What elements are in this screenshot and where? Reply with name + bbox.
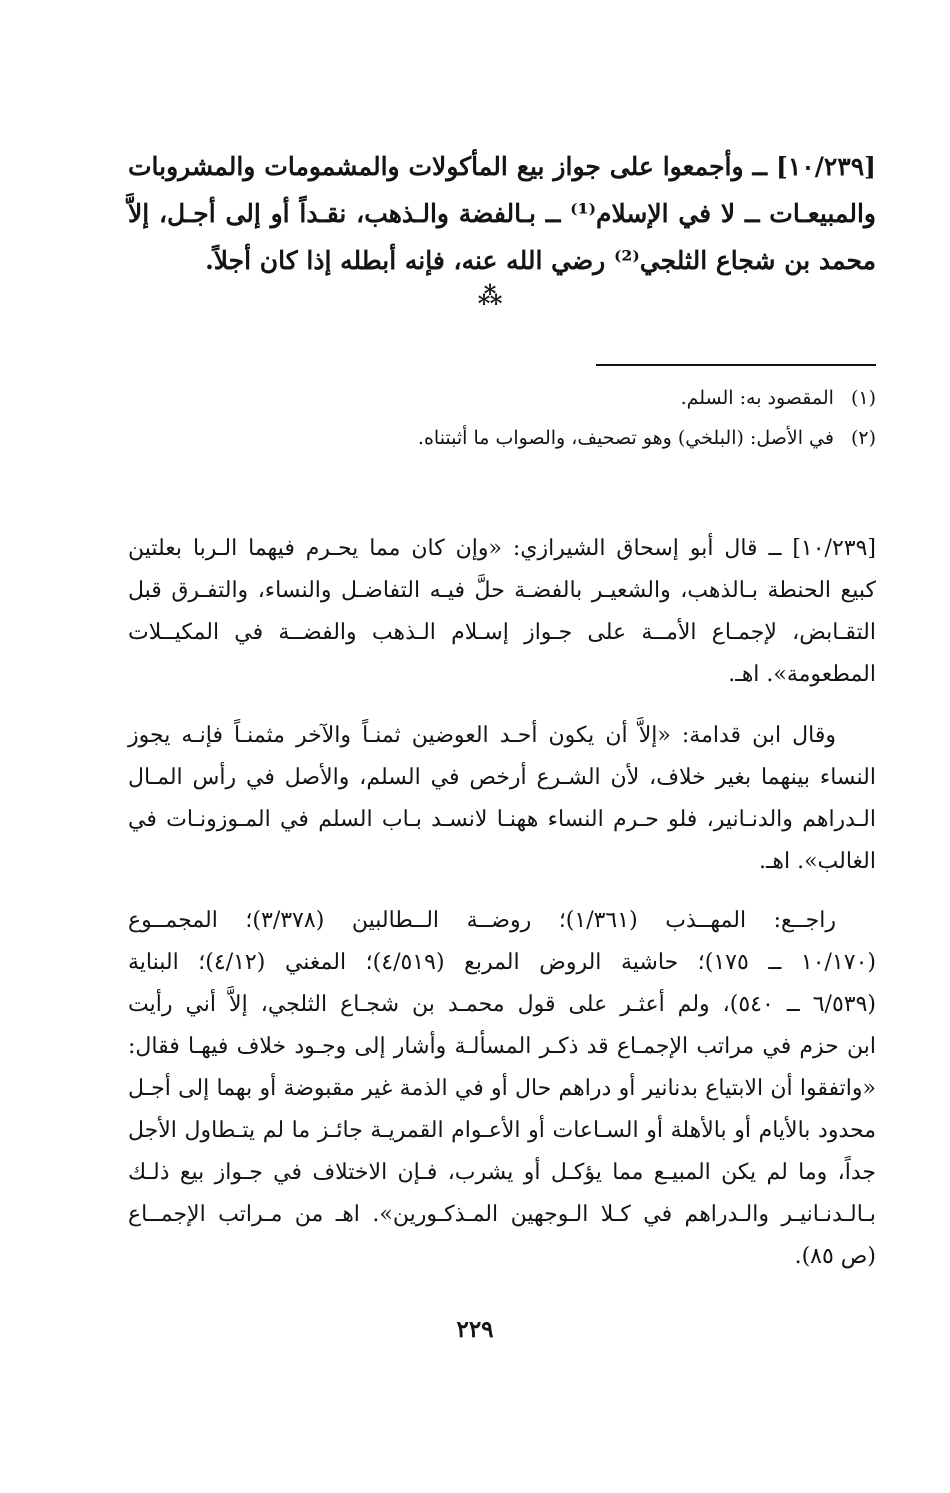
commentary-line: المطعومة». اهـ.: [728, 662, 876, 687]
commentary-line: التقـابض، لإجمـاع الأمــة على جـواز إسـلام الـذهب والفضــة في المكيــلات: [128, 620, 876, 645]
main-entry: [128, 143, 876, 284]
commentary-line: [١٠/٢٣٩] ــ قال أبو إسحاق الشيرازي: «وإن كان مما يحـرم فيهما الـربا بعلتين: [128, 536, 876, 561]
main-entry-line: والمبيعـات ــ لا في الإسلام⁽¹⁾ ــ بـالفضة والـذهب، نقـداً أو إلى أجـل، إلاَّ: [128, 199, 877, 228]
footnote-number: (٢): [850, 427, 876, 449]
commentary-paragraph: [128, 528, 876, 696]
commentary-line: النساء بينهما بغير خلاف، لأن الشـرع أرخص في السلم، والأصل في رأس المـال: [128, 765, 876, 790]
footnote-number: (١): [850, 387, 876, 409]
commentary-line: (١٠/١٧٠ ــ ١٧٥)؛ حاشية الروض المربع (٤/٥١٩)؛ المغني (٤/١٢)؛ البناية: [128, 950, 876, 975]
commentary-line: كبيع الحنطة بـالذهب، والشعيـر بالفضـة حلَّ فيـه التفاضـل والنساء، والتفـرق قبل: [128, 578, 876, 603]
commentary-line: بـالـدنـانيـر والـدراهم في كـلا الـوجهين المـذكـورين». اهـ من مـراتب الإجمــاع: [128, 1202, 876, 1227]
commentary-line: ابن حزم في مراتب الإجمـاع قد ذكـر المسألـة وأشار إلى وجـود خلاف فيهـا فقال:: [128, 1034, 876, 1059]
footnote-item: [128, 418, 876, 458]
commentary-line: وقال ابن قدامة: «إلاَّ أن يكون أحـد العوضين ثمنـاً والآخر مثمنـاً فإنـه يجوز: [128, 723, 836, 748]
commentary-line: جداً، وما لم يكن المبيـع مما يؤكـل أو يشرب، فـإن الاختلاف في جـواز بيع ذلـك: [128, 1160, 876, 1185]
page-number: ٢٢٩: [456, 1316, 494, 1343]
footnotes: [128, 378, 876, 458]
footnote-item: [128, 378, 876, 418]
commentary-line: (٦/٥٣٩ ــ ٥٤٠)، ولم أعثـر على قول محمـد بن شجـاع الثلجي، إلاَّ أني رأيت: [128, 992, 876, 1017]
commentary-line: محدود بالأيام أو بالأهلة أو السـاعات أو الأعـوام القمريـة جائـز ما لم يتـطاول الأجل: [128, 1118, 876, 1143]
commentary-line: الـدراهم والدنـانير، فلو حـرم النساء ههنـا لانسـد بـاب السلم في المـوزونـات في: [128, 807, 876, 832]
footnote-text: في الأصل: (البلخي) وهو تصحيف، والصواب ما أثبتناه.: [417, 427, 834, 449]
footnote-divider: [596, 364, 876, 366]
main-entry-line: [١٠/٢٣٩] ــ وأجمعوا على جواز بيع المأكولات والمشمومات والمشروبات: [128, 152, 876, 181]
commentary-line: (ص ٨٥).: [794, 1244, 876, 1269]
commentary-line: راجــع: المهــذب (١/٣٦١)؛ روضــة الــطالبين (٣/٣٧٨)؛ المجمــوع: [128, 908, 836, 933]
section-separator: ⁂: [477, 281, 503, 310]
commentary-paragraph: [128, 900, 876, 1278]
footnote-text: المقصود به: السلم.: [680, 387, 834, 409]
commentary-line: الغالب». اهـ.: [758, 849, 876, 874]
commentary-paragraph: [128, 715, 876, 883]
commentary-line: «واتفقوا أن الابتياع بدنانير أو دراهم حال أو في الذمة غير مقبوضة أو بهما إلى أجـل: [128, 1076, 876, 1101]
main-entry-line: محمد بن شجاع الثلجي⁽²⁾ رضي الله عنه، فإنه أبطله إذا كان أجلاً.: [205, 246, 876, 275]
